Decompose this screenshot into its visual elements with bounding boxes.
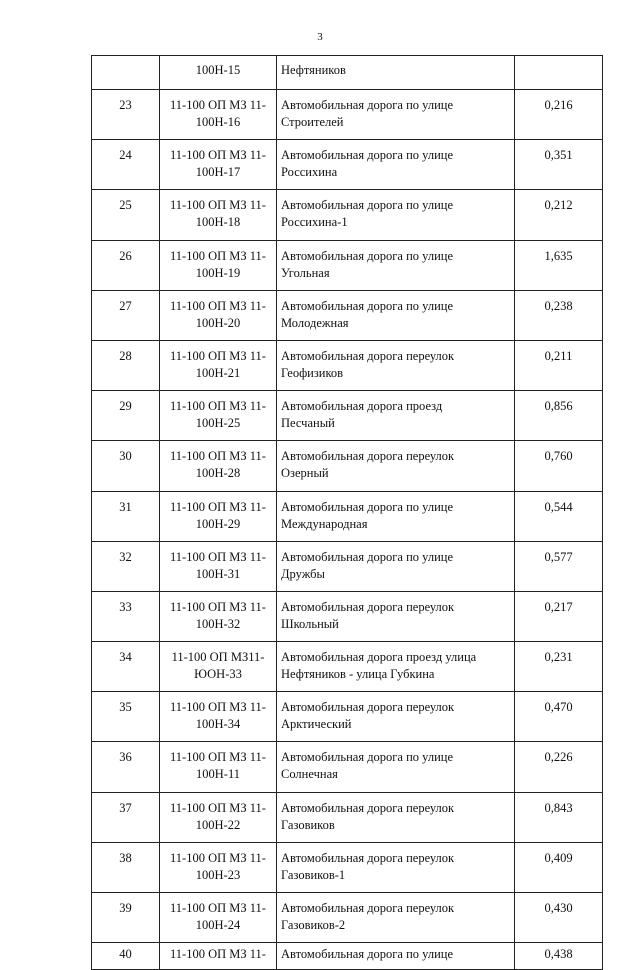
road-name-cell [277, 692, 515, 742]
road-code-line: 100Н-20 [195, 315, 241, 330]
road-code-cell [160, 140, 277, 190]
road-code-line: 100Н-18 [195, 215, 241, 230]
row-number-cell: 36 [92, 742, 160, 792]
road-code-line: 11-100 ОП МЗ 11- [170, 98, 266, 112]
row-number-cell: 29 [92, 391, 160, 441]
table-row [92, 290, 603, 340]
road-name-cell [277, 792, 515, 842]
road-code-line: 100Н-29 [195, 516, 241, 531]
road-code-cell [160, 792, 277, 842]
road-name-cell [277, 842, 515, 892]
road-code-cell [160, 190, 277, 240]
road-code-line: ЮОН-33 [194, 667, 242, 682]
table-row [92, 943, 603, 970]
road-code-cell [160, 893, 277, 943]
road-length-cell: 0,409 [515, 842, 603, 892]
road-length-cell: 1,635 [515, 240, 603, 290]
road-name-line: Нефтяников - улица Губкина [281, 667, 435, 682]
row-number-cell: 38 [92, 842, 160, 892]
road-code-line: 100Н-25 [195, 416, 241, 431]
road-name-line: Автомобильная дорога переулок [281, 449, 455, 464]
road-code-line: 100Н-28 [195, 466, 241, 481]
road-name-line: Автомобильная дорога по улице [281, 298, 454, 313]
page-number: 3 [317, 31, 323, 43]
road-code-cell [160, 591, 277, 641]
row-number-cell: 34 [92, 642, 160, 692]
roads-table [91, 55, 603, 970]
road-name-line: Россихина-1 [281, 215, 348, 230]
road-length-cell [515, 56, 603, 90]
road-name-line: Автомобильная дорога по улице [281, 98, 454, 112]
row-number-cell: 37 [92, 792, 160, 842]
road-name-line: Автомобильная дорога по улице [281, 148, 454, 163]
road-name-cell [277, 90, 515, 140]
table-row [92, 642, 603, 692]
road-code-cell [160, 742, 277, 792]
road-name-cell [277, 591, 515, 641]
row-number-cell: 24 [92, 140, 160, 190]
road-name-line: Молодежная [281, 315, 349, 330]
road-code-line: 11-100 ОП МЗ 11- [170, 599, 266, 614]
road-code-line: 100Н-23 [195, 867, 241, 882]
road-code-line: 100Н-19 [195, 265, 241, 280]
road-name-cell: Нефтяников [277, 56, 515, 90]
road-name-line: Солнечная [281, 767, 338, 782]
road-name-line: Дружбы [281, 566, 325, 581]
table-row [92, 742, 603, 792]
road-code-cell [160, 290, 277, 340]
row-number-cell [92, 56, 160, 90]
road-code-line: 100Н-21 [195, 365, 241, 380]
table-row [92, 591, 603, 641]
road-code-cell [160, 541, 277, 591]
row-number-cell: 30 [92, 441, 160, 491]
road-name-line: Газовиков [281, 817, 335, 832]
road-code-line: 11-100 ОП МЗ 11- [170, 198, 266, 213]
road-name-line: Автомобильная дорога по улице [281, 750, 454, 765]
road-code-line: 11-100 ОП МЗ 11- [170, 399, 266, 414]
road-code-cell [160, 943, 277, 970]
road-name-cell [277, 441, 515, 491]
road-length-cell: 0,760 [515, 441, 603, 491]
road-code-line: 100Н-16 [195, 115, 241, 129]
road-name-line: Автомобильная дорога переулок [281, 901, 455, 915]
road-code-line: 100Н-22 [195, 817, 241, 832]
road-code-line: 11-100 ОП МЗ 11- [170, 947, 266, 962]
table-row [92, 340, 603, 390]
road-name-cell [277, 742, 515, 792]
road-length-cell: 0,843 [515, 792, 603, 842]
road-code-cell [160, 692, 277, 742]
road-code-line: 11-100 ОП МЗ 11- [170, 800, 266, 815]
road-name-line: Автомобильная дорога переулок [281, 599, 455, 614]
road-code-cell [160, 441, 277, 491]
road-length-cell: 0,430 [515, 893, 603, 943]
road-length-cell: 0,351 [515, 140, 603, 190]
road-name-line: Международная [281, 516, 368, 531]
road-length-cell: 0,226 [515, 742, 603, 792]
row-number-cell: 25 [92, 190, 160, 240]
road-name-cell [277, 642, 515, 692]
road-name-cell [277, 140, 515, 190]
table-row [92, 140, 603, 190]
road-code-line: 11-100 ОП МЗ 11- [170, 449, 266, 464]
road-name-line: Автомобильная дорога переулок [281, 700, 455, 715]
road-name-line: Газовиков-2 [281, 918, 346, 932]
table-row [92, 90, 603, 140]
road-code-line: 11-100 ОП МЗ 11- [170, 549, 266, 564]
road-length-cell: 0,577 [515, 541, 603, 591]
road-length-cell: 0,212 [515, 190, 603, 240]
road-name-cell [277, 391, 515, 441]
road-code-cell [160, 240, 277, 290]
road-name-line: Строителей [281, 115, 344, 129]
road-name-line: Автомобильная дорога переулок [281, 348, 455, 363]
table-row-continued [92, 56, 603, 90]
road-name-line: Школьный [281, 616, 339, 631]
road-code-line: 11-100 ОП МЗ 11- [170, 700, 266, 715]
row-number-cell: 39 [92, 893, 160, 943]
row-number-cell: 23 [92, 90, 160, 140]
road-code-line: 11-100 ОП МЗ 11- [170, 750, 266, 765]
road-code-line: 100Н-32 [195, 616, 241, 631]
road-length-cell: 0,544 [515, 491, 603, 541]
row-number-cell: 26 [92, 240, 160, 290]
table-row [92, 541, 603, 591]
road-code-cell [160, 491, 277, 541]
road-length-cell: 0,231 [515, 642, 603, 692]
road-name-cell [277, 943, 515, 970]
row-number-cell: 33 [92, 591, 160, 641]
road-name-line: Автомобильная дорога по улице [281, 947, 454, 962]
road-name-line: Автомобильная дорога проезд [281, 399, 443, 414]
table-row [92, 391, 603, 441]
road-name-cell [277, 190, 515, 240]
road-code-line: 11-100 ОП МЗ 11- [170, 348, 266, 363]
road-length-cell: 0,438 [515, 943, 603, 970]
road-code-line: 11-100 ОП МЗ 11- [170, 499, 266, 514]
road-name-line: Автомобильная дорога проезд улица [281, 650, 477, 665]
table-body [92, 56, 603, 970]
road-name-line: Автомобильная дорога по улице [281, 198, 454, 213]
row-number-cell: 35 [92, 692, 160, 742]
table-row [92, 190, 603, 240]
road-code-line: 11-100 ОП МЗ 11- [170, 850, 266, 865]
road-length-cell: 0,216 [515, 90, 603, 140]
road-length-cell: 0,238 [515, 290, 603, 340]
table-row [92, 692, 603, 742]
road-code-cell [160, 391, 277, 441]
road-name-cell [277, 893, 515, 943]
road-name-line: Автомобильная дорога по улице [281, 549, 454, 564]
table-row [92, 491, 603, 541]
road-code-cell [160, 642, 277, 692]
road-code-line: 11-100 ОП МЗ 11- [170, 148, 266, 163]
road-code-cell [160, 340, 277, 390]
road-code-cell [160, 842, 277, 892]
row-number-cell: 40 [92, 943, 160, 970]
road-code-line: 100Н-17 [195, 165, 241, 180]
road-name-line: Автомобильная дорога по улице [281, 248, 454, 263]
road-name-line: Геофизиков [281, 365, 344, 380]
road-name-line: Песчаный [281, 416, 335, 431]
row-number-cell: 31 [92, 491, 160, 541]
road-code-line: 11-100 ОП МЗ 11- [170, 248, 266, 263]
road-code-line: 100Н-11 [196, 767, 240, 782]
road-name-line: Озерный [281, 466, 329, 481]
road-code-cell: 100Н-15 [160, 56, 277, 90]
table-row [92, 893, 603, 943]
road-name-cell [277, 240, 515, 290]
road-name-line: Арктический [281, 717, 352, 732]
road-code-line: 11-100 ОП МЗ 11- [170, 298, 266, 313]
table-row [92, 842, 603, 892]
road-name-cell [277, 541, 515, 591]
table-row [92, 240, 603, 290]
road-code-line: 11-100 ОП МЗ11- [171, 650, 265, 665]
table-row [92, 792, 603, 842]
road-name-line: Автомобильная дорога по улице [281, 499, 454, 514]
road-name-cell [277, 340, 515, 390]
row-number-cell: 32 [92, 541, 160, 591]
road-code-line: 100Н-31 [195, 566, 241, 581]
row-number-cell: 27 [92, 290, 160, 340]
row-number-cell: 28 [92, 340, 160, 390]
road-code-line: 100Н-34 [195, 717, 241, 732]
road-code-line: 100Н-24 [195, 918, 241, 932]
road-name-cell [277, 491, 515, 541]
road-length-cell: 0,217 [515, 591, 603, 641]
road-name-line: Автомобильная дорога переулок [281, 850, 455, 865]
road-code-cell [160, 90, 277, 140]
road-name-cell [277, 290, 515, 340]
road-name-line: Россихина [281, 165, 338, 180]
road-length-cell: 0,211 [515, 340, 603, 390]
road-code-line: 11-100 ОП МЗ 11- [170, 901, 266, 915]
road-name-line: Автомобильная дорога переулок [281, 800, 455, 815]
road-name-line: Газовиков-1 [281, 867, 346, 882]
road-name-line: Угольная [281, 265, 330, 280]
road-length-cell: 0,856 [515, 391, 603, 441]
road-length-cell: 0,470 [515, 692, 603, 742]
table-row [92, 441, 603, 491]
